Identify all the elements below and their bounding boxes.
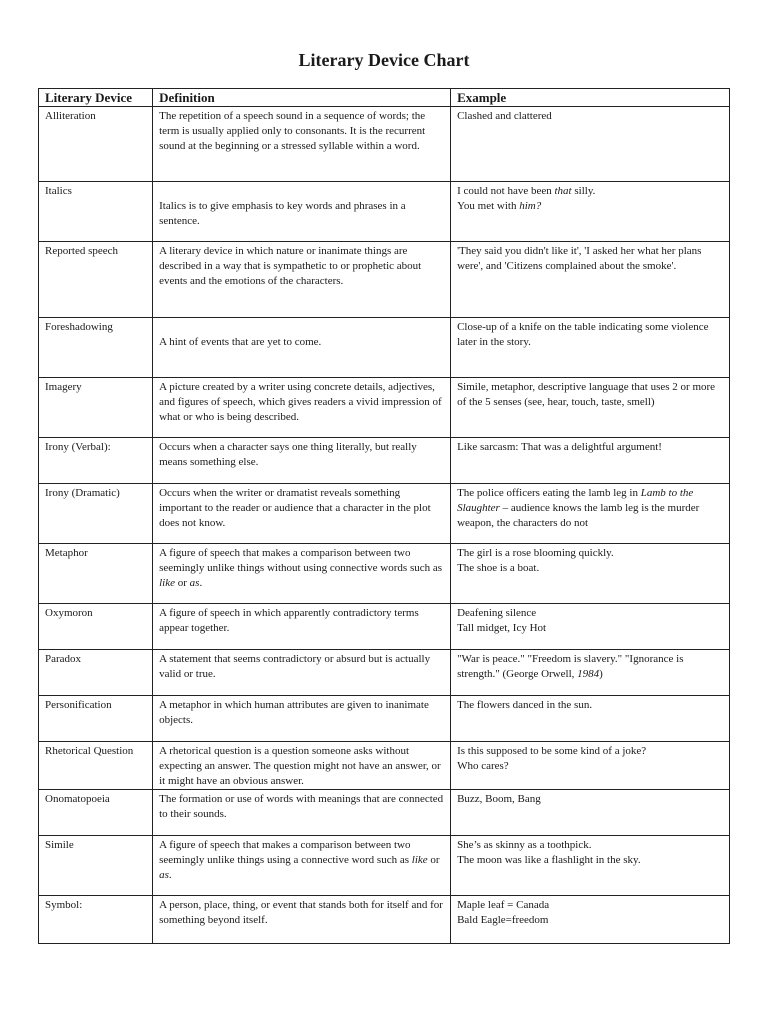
table-row [39, 696, 730, 742]
device-cell: Alliteration [39, 107, 153, 182]
header-literary-device: Literary Device [39, 89, 153, 107]
definition-cell: A literary device in which nature or inanimate things are described in a way that is sympathetic to or prophetic about events and the emotions of the characters. [153, 242, 451, 318]
example-cell: The police officers eating the lamb leg in Lamb to the Slaughter – audience knows the lamb leg is the murder weapon, the characters do not [451, 484, 730, 544]
definition-cell: Occurs when the writer or dramatist reveals something important to the reader or audience that a character in the plot does not know. [153, 484, 451, 544]
table-row [39, 107, 730, 182]
definition-cell: The repetition of a speech sound in a sequence of words; the term is usually applied only to consonants. It is the recurrent sound at the beginning or a stressed syllable within a word. [153, 107, 451, 182]
definition-cell: A rhetorical question is a question someone asks without expecting an answer. The question might not have an answer, or it might have an obvious answer. [153, 742, 451, 790]
table-row [39, 544, 730, 604]
device-cell: Simile [39, 836, 153, 896]
definition-cell: A figure of speech in which apparently contradictory terms appear together. [153, 604, 451, 650]
example-cell: Is this supposed to be some kind of a joke? Who cares? [451, 742, 730, 790]
table-row [39, 790, 730, 836]
table-body [39, 107, 730, 944]
literary-device-table [38, 88, 730, 944]
table-row [39, 318, 730, 378]
definition-cell: A metaphor in which human attributes are given to inanimate objects. [153, 696, 451, 742]
definition-cell: Occurs when a character says one thing literally, but really means something else. [153, 438, 451, 484]
device-cell: Irony (Verbal): [39, 438, 153, 484]
definition-cell: A hint of events that are yet to come. [153, 318, 451, 378]
device-cell: Irony (Dramatic) [39, 484, 153, 544]
example-cell: I could not have been that silly. You met with him? [451, 182, 730, 242]
device-cell: Symbol: [39, 896, 153, 944]
example-cell: Close-up of a knife on the table indicating some violence later in the story. [451, 318, 730, 378]
table-row [39, 650, 730, 696]
device-cell: Metaphor [39, 544, 153, 604]
device-cell: Foreshadowing [39, 318, 153, 378]
device-cell: Rhetorical Question [39, 742, 153, 790]
example-cell: Clashed and clattered [451, 107, 730, 182]
example-cell: The girl is a rose blooming quickly. The shoe is a boat. [451, 544, 730, 604]
definition-cell: A figure of speech that makes a comparison between two seemingly unlike things using a connective word such as like or as. [153, 836, 451, 896]
definition-cell: A figure of speech that makes a comparison between two seemingly unlike things without using connective words such as like or as. [153, 544, 451, 604]
device-cell: Onomatopoeia [39, 790, 153, 836]
device-cell: Personification [39, 696, 153, 742]
example-cell: Like sarcasm: That was a delightful argument! [451, 438, 730, 484]
example-cell: Maple leaf = Canada Bald Eagle=freedom [451, 896, 730, 944]
device-cell: Reported speech [39, 242, 153, 318]
table-header-row [39, 89, 730, 107]
example-cell: "War is peace." "Freedom is slavery." "Ignorance is strength." (George Orwell, 1984) [451, 650, 730, 696]
example-cell: Buzz, Boom, Bang [451, 790, 730, 836]
table-row [39, 182, 730, 242]
page-title: Literary Device Chart [298, 50, 470, 70]
device-cell: Paradox [39, 650, 153, 696]
example-cell: She’s as skinny as a toothpick. The moon was like a flashlight in the sky. [451, 836, 730, 896]
definition-cell: A person, place, thing, or event that stands both for itself and for something beyond itself. [153, 896, 451, 944]
table-row [39, 242, 730, 318]
header-example: Example [451, 89, 730, 107]
definition-cell: A statement that seems contradictory or absurd but is actually valid or true. [153, 650, 451, 696]
example-cell: 'They said you didn't like it', 'I asked her what her plans were', and 'Citizens complained about the smoke'. [451, 242, 730, 318]
table-row [39, 484, 730, 544]
example-cell: Simile, metaphor, descriptive language that uses 2 or more of the 5 senses (see, hear, touch, taste, smell) [451, 378, 730, 438]
device-cell: Oxymoron [39, 604, 153, 650]
definition-cell: Italics is to give emphasis to key words and phrases in a sentence. [153, 182, 451, 242]
example-cell: Deafening silence Tall midget, Icy Hot [451, 604, 730, 650]
table-row [39, 438, 730, 484]
device-cell: Italics [39, 182, 153, 242]
header-definition: Definition [153, 89, 451, 107]
table-row [39, 742, 730, 790]
definition-cell: A picture created by a writer using concrete details, adjectives, and figures of speech, which gives readers a vivid impression of what or who is being described. [153, 378, 451, 438]
table-row [39, 896, 730, 944]
table-row [39, 604, 730, 650]
example-cell: The flowers danced in the sun. [451, 696, 730, 742]
table-row [39, 378, 730, 438]
table-row [39, 836, 730, 896]
device-cell: Imagery [39, 378, 153, 438]
definition-cell: The formation or use of words with meanings that are connected to their sounds. [153, 790, 451, 836]
